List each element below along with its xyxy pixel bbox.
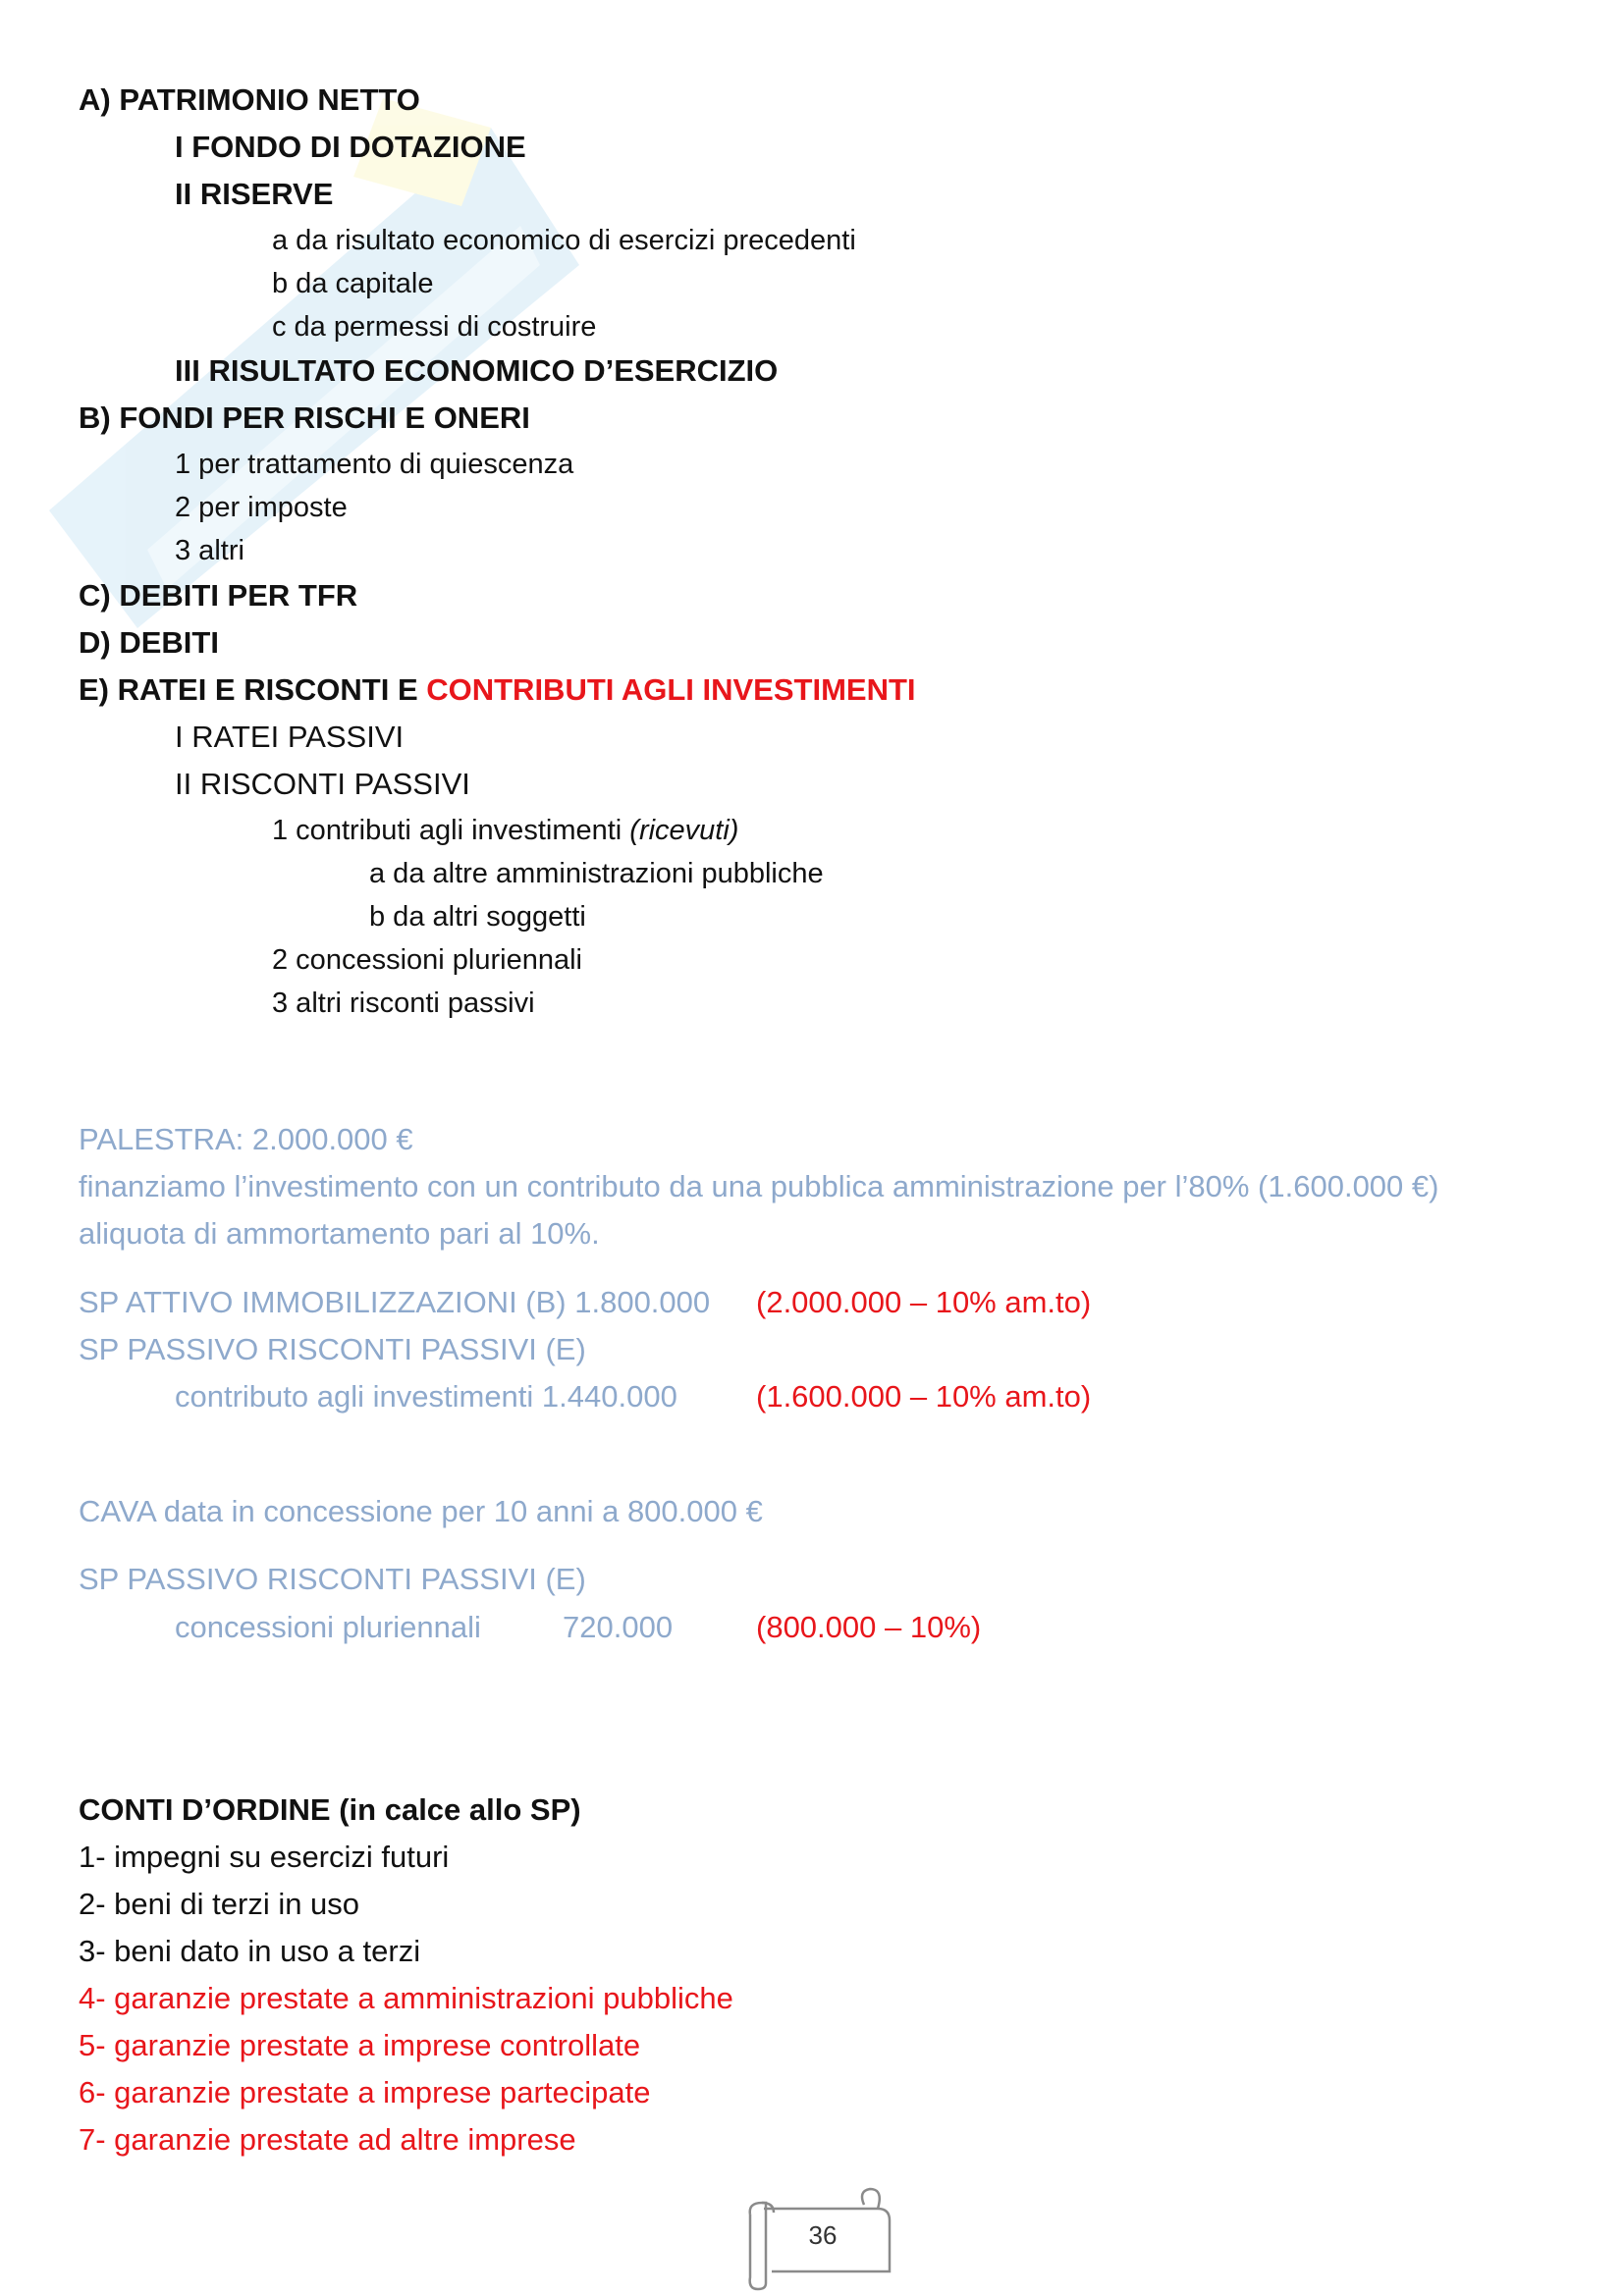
ratei-passivi: I RATEI PASSIVI xyxy=(175,720,405,754)
example1-line2: finanziamo l’investimento con un contributo da una pubblica amministrazione per l’80% (1.600.000 €) xyxy=(79,1169,1439,1203)
page-number: 36 xyxy=(808,2220,838,2250)
example1-contributo-note: (1.600.000 – 10% am.to) xyxy=(756,1379,1092,1414)
fondo-dotazione: I FONDO DI DOTAZIONE xyxy=(175,130,526,164)
conti-item-6: 6- garanzie prestate a imprese partecipate xyxy=(79,2075,651,2109)
conti-item-4: 4- garanzie prestate a amministrazioni pubbliche xyxy=(79,1981,733,2015)
riserve-c: c da permessi di costruire xyxy=(272,311,597,343)
riserve-a: a da risultato economico di esercizi precedenti xyxy=(272,225,856,256)
risconti-1-a: a da altre amministrazioni pubbliche xyxy=(369,858,824,889)
example1-sp-passivo: SP PASSIVO RISCONTI PASSIVI (E) xyxy=(79,1332,586,1366)
conti-item-3: 3- beni dato in uso a terzi xyxy=(79,1934,421,1968)
example1-sp-attivo: SP ATTIVO IMMOBILIZZAZIONI (B) 1.800.000 xyxy=(79,1285,711,1319)
risconti-2: 2 concessioni pluriennali xyxy=(272,944,582,976)
section-d-title: D) DEBITI xyxy=(79,625,219,660)
example2-concessioni-value: 720.000 xyxy=(563,1610,674,1644)
section-b-title: B) FONDI PER RISCHI E ONERI xyxy=(79,400,530,435)
example1-contributo: contributo agli investimenti 1.440.000 xyxy=(175,1379,677,1414)
example2-sp-passivo: SP PASSIVO RISCONTI PASSIVI (E) xyxy=(79,1562,586,1596)
risconti-3: 3 altri risconti passivi xyxy=(272,988,535,1019)
fondi-1: 1 per trattamento di quiescenza xyxy=(175,449,574,480)
risconti-1-label: 1 contributi agli investimenti xyxy=(272,815,630,846)
fondi-2: 2 per imposte xyxy=(175,492,348,523)
example1-sp-attivo-note: (2.000.000 – 10% am.to) xyxy=(756,1285,1092,1319)
example2-line1: CAVA data in concessione per 10 anni a 800.000 € xyxy=(79,1494,763,1528)
conti-item-2: 2- beni di terzi in uso xyxy=(79,1887,360,1921)
example2-concessioni-label: concessioni pluriennali xyxy=(175,1610,481,1644)
section-c-title: C) DEBITI PER TFR xyxy=(79,578,358,613)
conti-item-7: 7- garanzie prestate ad altre imprese xyxy=(79,2122,576,2157)
riserve-heading: II RISERVE xyxy=(175,177,334,211)
riserve-b: b da capitale xyxy=(272,268,434,299)
section-a-title: A) PATRIMONIO NETTO xyxy=(79,82,420,117)
conti-ordine-title: CONTI D’ORDINE (in calce allo SP) xyxy=(79,1792,581,1827)
risconti-1-note: (ricevuti) xyxy=(629,815,739,846)
risconti-1-b: b da altri soggetti xyxy=(369,901,586,933)
example2-concessioni-note: (800.000 – 10%) xyxy=(756,1610,982,1644)
risconti-1 xyxy=(272,811,738,850)
section-e-title-main: E) RATEI E RISCONTI E xyxy=(79,672,427,707)
risultato-economico: III RISULTATO ECONOMICO D’ESERCIZIO xyxy=(175,353,779,388)
example1-line3: aliquota di ammortamento pari al 10%. xyxy=(79,1216,600,1251)
section-e-title-highlight: CONTRIBUTI AGLI INVESTIMENTI xyxy=(426,672,916,707)
conti-item-5: 5- garanzie prestate a imprese controllate xyxy=(79,2028,641,2062)
conti-item-1: 1- impegni su esercizi futuri xyxy=(79,1840,450,1874)
example1-line1: PALESTRA: 2.000.000 € xyxy=(79,1122,413,1156)
fondi-3: 3 altri xyxy=(175,535,244,566)
section-e-title xyxy=(79,670,916,710)
risconti-passivi: II RISCONTI PASSIVI xyxy=(175,767,470,801)
